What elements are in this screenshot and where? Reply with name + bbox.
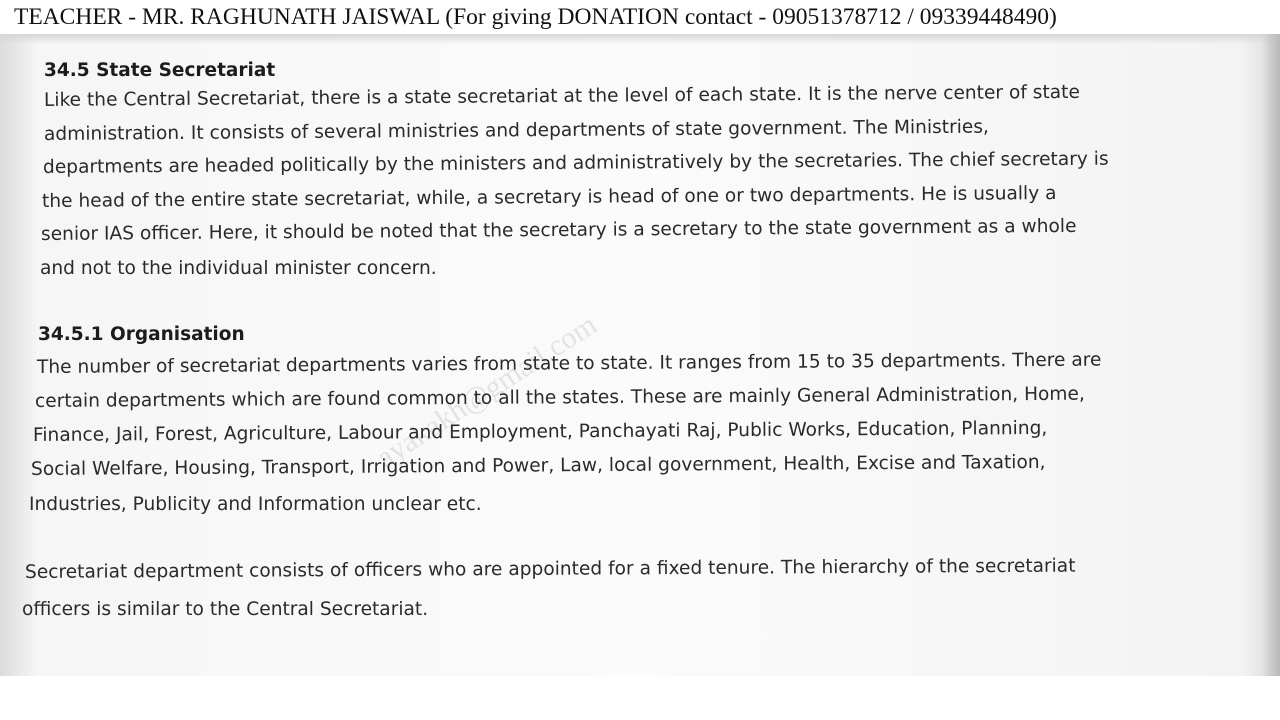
document-page xyxy=(0,34,1280,676)
section-line: departments are headed politically by the ministers and administratively by the secretaries. The chief secretary is xyxy=(42,148,1109,178)
subsection-line: Industries, Publicity and Information unclear etc. xyxy=(29,494,482,515)
closing-line: Secretariat department consists of officers who are appointed for a fixed tenure. The hierarchy of the secretariat xyxy=(24,555,1076,583)
section-line: and not to the individual minister concern. xyxy=(40,258,437,279)
page-edge-shadow xyxy=(1262,34,1280,676)
section-line: senior IAS officer. Here, it should be noted that the secretary is a secretary to the state government as a whole xyxy=(40,215,1077,245)
section-line: Like the Central Secretariat, there is a state secretariat at the level of each state. It is the nerve center of state xyxy=(43,81,1080,111)
subsection-line: Social Welfare, Housing, Transport, Irrigation and Power, Law, local government, Health, Excise and Taxation, xyxy=(30,451,1046,480)
section-line: the head of the entire state secretariat, while, a secretary is head of one or two departments. He is usually a xyxy=(41,183,1057,212)
section-heading: 34.5 State Secretariat xyxy=(44,60,276,81)
teacher-banner: TEACHER - MR. RAGHUNATH JAISWAL (For giving DONATION contact - 09051378712 / 09339448490) xyxy=(0,0,1280,34)
subsection-line: The number of secretariat departments varies from state to state. It ranges from 15 to 35 departments. There are xyxy=(36,349,1102,378)
section-line: administration. It consists of several ministries and departments of state government. The Ministries, xyxy=(43,116,989,145)
email-watermark: ayakakh@gmail.com xyxy=(370,307,603,475)
subsection-line: Finance, Jail, Forest, Agriculture, Labour and Employment, Panchayati Raj, Public Works, Education, Planning, xyxy=(32,417,1048,446)
subsection-heading: 34.5.1 Organisation xyxy=(38,324,245,345)
bottom-margin xyxy=(0,676,1280,720)
closing-line: officers is similar to the Central Secretariat. xyxy=(22,599,429,620)
subsection-line: certain departments which are found common to all the states. These are mainly General Administration, Home, xyxy=(34,383,1085,412)
